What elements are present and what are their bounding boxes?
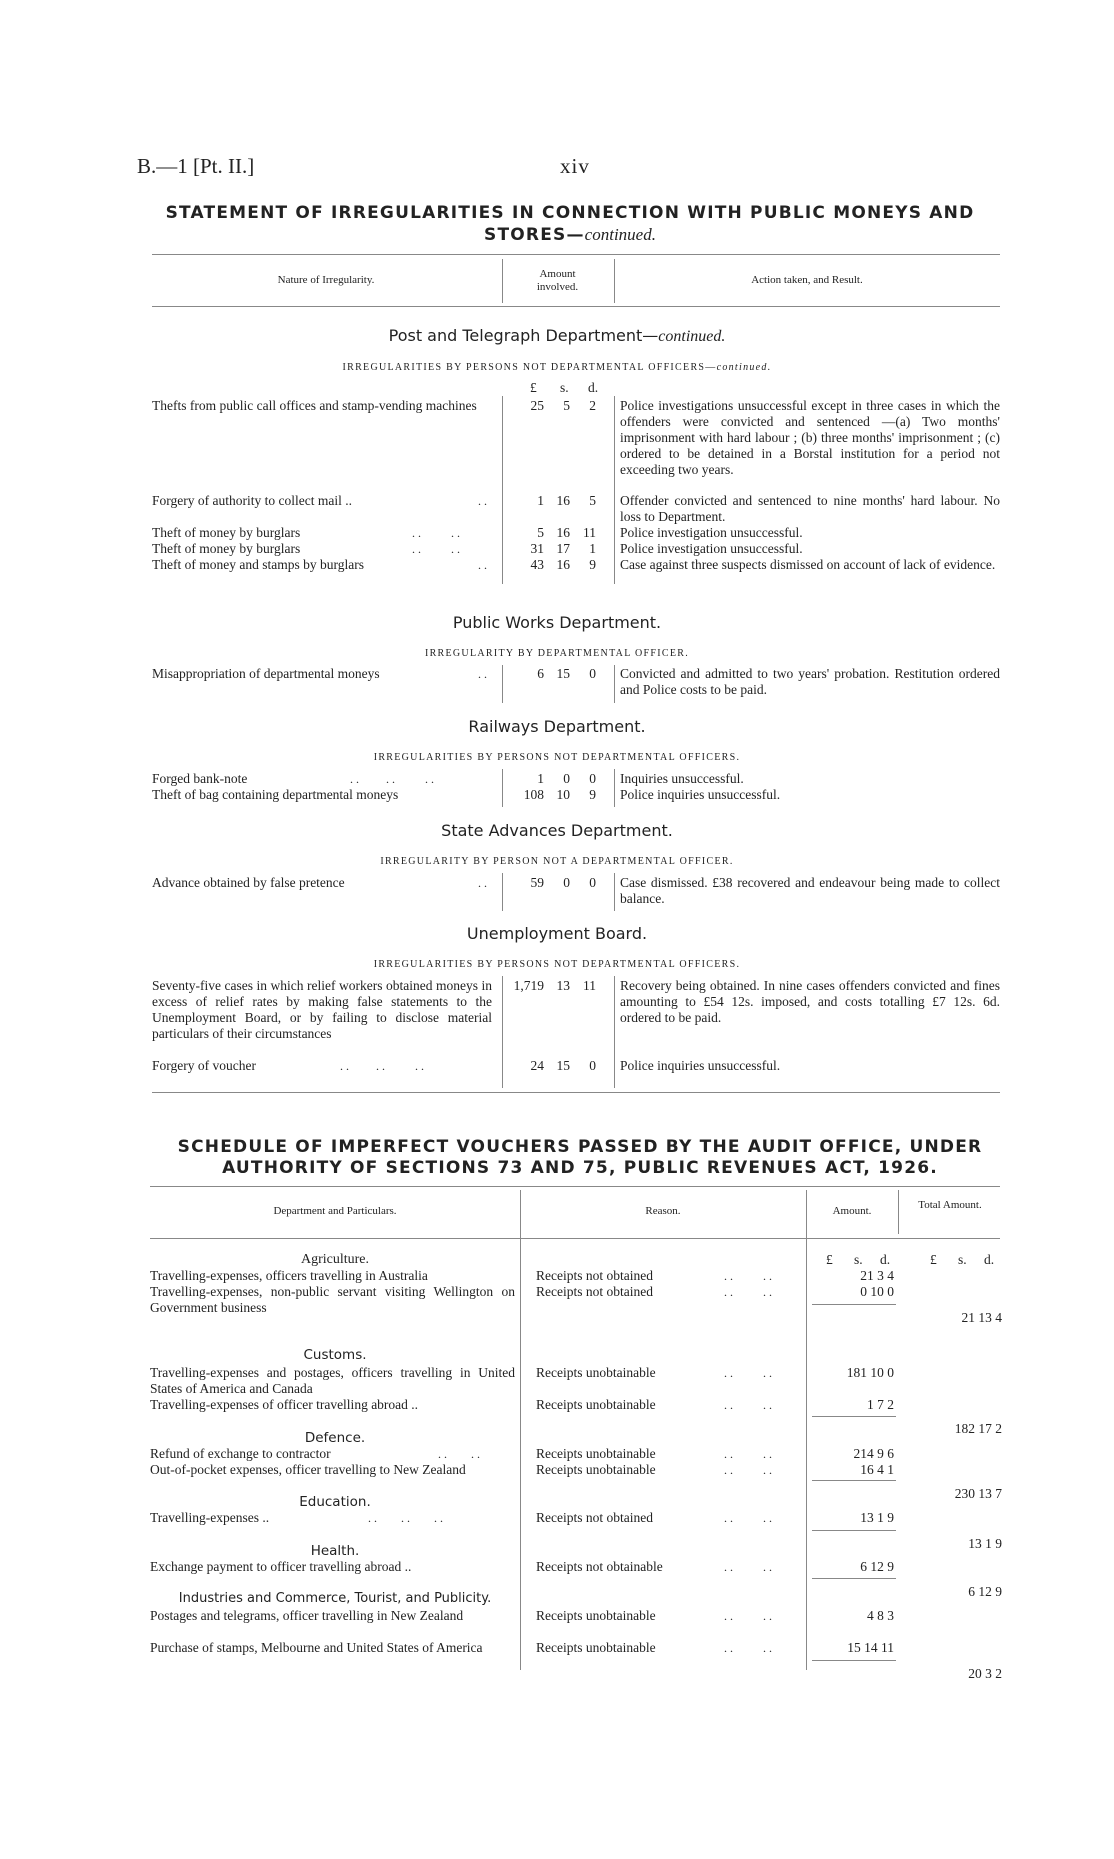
works-row-1-l: 6 — [537, 666, 544, 681]
section-railways: Railways Department. — [468, 717, 646, 736]
sched-total-currency-d: d. — [984, 1252, 995, 1267]
post-row-2-s: 16 — [556, 493, 570, 508]
post-sub-text: IRREGULARITIES BY PERSONS NOT DEPARTMENTAL OFFICERS— — [342, 362, 717, 373]
statement-end-rule — [152, 1092, 1000, 1093]
education-item-1-reason: Receipts not obtained — [536, 1510, 653, 1525]
header-bottom-rule — [152, 306, 1000, 307]
unemp-row-2-d: 0 — [589, 1058, 596, 1073]
sched-currency-d: d. — [880, 1252, 891, 1267]
post-row-1-l: 25 — [530, 398, 544, 413]
unemp-row-1-s: 13 — [556, 978, 570, 993]
col-action-header: Action taken, and Result. — [751, 274, 863, 286]
post-row-5-nature: Theft of money and stamps by burglars — [152, 557, 364, 572]
state-divider-2 — [614, 873, 615, 911]
page-reference: B.—1 [Pt. II.] — [137, 154, 255, 178]
section-state-advances: State Advances Department. — [441, 821, 673, 840]
rail-row-1-dots: . . . . . . — [350, 772, 434, 786]
post-row-1-d: 2 — [589, 398, 596, 413]
defence-item-2-reason: Receipts unobtainable — [536, 1462, 656, 1477]
customs-item-1-text: Travelling-expenses and postages, officers travelling in United States of America and Canada — [150, 1365, 515, 1396]
state-row-1-action: Case dismissed. £38 recovered and endeavour being made to collect balance. — [620, 875, 1000, 906]
post-name-suffix: continued. — [658, 328, 726, 345]
works-row-1-dots: . . — [478, 667, 487, 681]
customs-subtotal-rule — [812, 1416, 896, 1417]
defence-subtotal-rule — [812, 1480, 896, 1481]
industries-item-2-dots: . . . . — [724, 1641, 772, 1655]
post-sub-suffix: continued. — [716, 362, 772, 373]
section-post-telegraph — [0, 326, 1114, 346]
health-item-1-reason: Receipts not obtainable — [536, 1559, 663, 1574]
group-industries-name: Industries and Commerce, Tourist, and Publicity. — [178, 1591, 492, 1606]
rail-row-1-s: 0 — [563, 771, 570, 786]
post-row-5-dots: . . — [478, 558, 487, 572]
state-row-1-l: 59 — [530, 875, 544, 890]
education-subtotal-rule — [812, 1530, 896, 1531]
post-name: Post and Telegraph Department— — [388, 326, 659, 345]
unemp-subheading: IRREGULARITIES BY PERSONS NOT DEPARTMENTAL OFFICERS. — [373, 959, 741, 970]
rail-divider-2 — [614, 769, 615, 807]
unemp-row-1-action: Recovery being obtained. In nine cases offenders convicted and fines amounting to £54 12s. imposed, and costs totalling £7 12s. 6d. ordered to be paid. — [620, 978, 1000, 1025]
group-customs-name: Customs. — [303, 1347, 367, 1363]
post-row-5-l: 43 — [530, 557, 544, 572]
health-item-1-text: Exchange payment to officer travelling abroad .. — [150, 1559, 412, 1574]
post-row-5-d: 9 — [589, 557, 596, 572]
post-row-2-action: Offender convicted and sentenced to nine months' hard labour. No loss to Department. — [620, 493, 1000, 524]
post-row-3-dots: . . . . — [412, 526, 460, 540]
post-row-1-nature: Thefts from public call offices and stamp-vending machines — [152, 398, 477, 413]
schedule-header-top-rule — [150, 1186, 1000, 1187]
customs-item-2-dots: . . . . — [724, 1398, 772, 1412]
industries-item-2-reason: Receipts unobtainable — [536, 1640, 656, 1655]
unemp-divider-2 — [614, 976, 615, 1088]
currency-d: d. — [588, 380, 599, 395]
customs-item-2-text: Travelling-expenses of officer travelling abroad .. — [150, 1397, 419, 1412]
customs-item-1-dots: . . . . — [724, 1366, 772, 1380]
defence-total: 230 13 7 — [954, 1486, 1002, 1501]
education-item-1-amount: 13 1 9 — [860, 1510, 894, 1525]
col-dept-header: Department and Particulars. — [273, 1205, 397, 1217]
schedule-divider-1 — [520, 1190, 521, 1670]
customs-item-1-reason: Receipts unobtainable — [536, 1365, 656, 1380]
customs-item-2-reason: Receipts unobtainable — [536, 1397, 656, 1412]
defence-item-1-reason: Receipts unobtainable — [536, 1446, 656, 1461]
rail-row-2-nature: Theft of bag containing departmental moneys — [152, 787, 399, 802]
works-row-1-d: 0 — [589, 666, 596, 681]
post-row-1-action: Police investigations unsuccessful except in three cases in which the offenders were convicted and sentenced —(a) Two months' imprisonment with hard labour ; (b) three months' imprisonment ; (c) ordered to be detained in a Borstal institution for a period not exceeding two years. — [620, 398, 1000, 477]
health-total: 6 12 9 — [968, 1584, 1002, 1599]
works-row-1-action: Convicted and admitted to two years' probation. Restitution ordered and Police costs to be paid. — [620, 666, 1000, 697]
rail-divider-1 — [502, 769, 503, 807]
works-row-1-s: 15 — [556, 666, 570, 681]
schedule-title: SCHEDULE OF IMPERFECT VOUCHERS PASSED BY THE AUDIT OFFICE, UNDER AUTHORITY OF SECTIONS 73 AND 75, PUBLIC REVENUES ACT, 1926. — [177, 1137, 983, 1178]
state-row-1-nature: Advance obtained by false pretence — [152, 875, 345, 890]
state-row-1-s: 0 — [563, 875, 570, 890]
post-row-4-s: 17 — [556, 541, 570, 556]
section-public-works: Public Works Department. — [452, 613, 662, 632]
post-row-2-l: 1 — [537, 493, 544, 508]
rail-row-1-d: 0 — [589, 771, 596, 786]
works-divider-2 — [614, 665, 615, 703]
schedule-divider-2 — [806, 1190, 807, 1670]
post-row-4-l: 31 — [530, 541, 544, 556]
schedule-divider-3 — [898, 1190, 899, 1234]
group-defence-name: Defence. — [304, 1430, 366, 1446]
state-row-1-dots: . . — [478, 876, 487, 890]
defence-item-1-amount: 214 9 6 — [853, 1446, 894, 1461]
health-item-1-dots: . . . . — [724, 1560, 772, 1574]
rail-row-1-l: 1 — [537, 771, 544, 786]
unemp-row-2-nature: Forgery of voucher — [152, 1058, 256, 1073]
agri-item-1-text: Travelling-expenses, officers travelling in Australia — [150, 1268, 428, 1283]
rail-row-2-s: 10 — [556, 787, 570, 802]
unemp-row-1-d: 11 — [583, 978, 596, 993]
health-item-1-amount: 6 12 9 — [860, 1559, 894, 1574]
unemp-row-2-s: 15 — [556, 1058, 570, 1073]
defence-item-2-amount: 16 4 1 — [860, 1462, 894, 1477]
works-subheading: IRREGULARITY BY DEPARTMENTAL OFFICER. — [424, 648, 690, 659]
defence-item-1-dots-left: . . . . — [438, 1447, 480, 1461]
agri-item-2-reason: Receipts not obtained — [536, 1284, 653, 1299]
col-nature-header: Nature of Irregularity. — [277, 274, 375, 286]
currency-s: s. — [560, 380, 569, 395]
education-item-1-dots-left: . . . . . . — [368, 1511, 443, 1525]
post-divider-1 — [502, 396, 503, 584]
post-divider-2 — [614, 396, 615, 584]
state-row-1-d: 0 — [589, 875, 596, 890]
agri-subtotal-rule — [812, 1304, 896, 1305]
agri-item-2-amount: 0 10 0 — [860, 1284, 894, 1299]
industries-item-2-text: Purchase of stamps, Melbourne and United States of America — [150, 1640, 483, 1655]
agri-total: 21 13 4 — [961, 1310, 1002, 1325]
works-divider-1 — [502, 665, 503, 703]
state-divider-1 — [502, 873, 503, 911]
rail-row-2-l: 108 — [523, 787, 544, 802]
unemp-divider-1 — [502, 976, 503, 1088]
customs-total: 182 17 2 — [954, 1421, 1002, 1436]
works-row-1-nature: Misappropriation of departmental moneys — [152, 666, 380, 681]
industries-item-1-dots: . . . . — [724, 1609, 772, 1623]
defence-item-2-text: Out-of-pocket expenses, officer travelling to New Zealand — [150, 1462, 466, 1477]
unemp-row-2-action: Police inquiries unsuccessful. — [620, 1058, 781, 1073]
statement-title-suffix: continued. — [584, 225, 656, 244]
post-subheading — [0, 362, 1114, 373]
rail-row-1-nature: Forged bank-note — [152, 771, 248, 786]
statement-title-text: STATEMENT OF IRREGULARITIES IN CONNECTION WITH PUBLIC MONEYS AND STORES— — [165, 203, 975, 245]
group-education-name: Education. — [299, 1494, 371, 1510]
rail-row-2-action: Police inquiries unsuccessful. — [620, 787, 781, 802]
col-amount-header: Amount involved. — [536, 268, 579, 293]
industries-item-1-reason: Receipts unobtainable — [536, 1608, 656, 1623]
post-row-3-s: 16 — [556, 525, 570, 540]
post-row-2-dots: . . — [478, 494, 487, 508]
group-health-name: Health. — [310, 1543, 360, 1559]
post-row-1-s: 5 — [563, 398, 570, 413]
group-agriculture-name: Agriculture. — [300, 1252, 370, 1267]
agri-item-1-amount: 21 3 4 — [860, 1268, 894, 1283]
post-row-3-d: 11 — [583, 525, 596, 540]
page-number: xiv — [560, 154, 590, 178]
defence-item-2-dots: . . . . — [724, 1463, 772, 1477]
agri-item-1-dots: . . . . — [724, 1269, 772, 1283]
post-row-3-l: 5 — [537, 525, 544, 540]
statement-title — [150, 203, 990, 246]
unemp-row-1-l: 1,719 — [513, 978, 544, 993]
col-total-header: Total Amount. — [918, 1199, 982, 1211]
unemp-row-2-dots: . . . . . . — [340, 1059, 424, 1073]
education-item-1-text: Travelling-expenses .. — [150, 1510, 270, 1525]
agri-item-2-text: Travelling-expenses, non-public servant visiting Wellington on Government business — [150, 1284, 515, 1315]
unemp-row-1-nature: Seventy-five cases in which relief workers obtained moneys in excess of relief rates by making false statements to the Unemployment Board, or by failing to disclose material particulars of their circumstances — [152, 978, 492, 1041]
rail-subheading: IRREGULARITIES BY PERSONS NOT DEPARTMENTAL OFFICERS. — [373, 752, 741, 763]
education-item-1-dots: . . . . — [724, 1511, 772, 1525]
defence-item-1-text: Refund of exchange to contractor — [150, 1446, 331, 1461]
defence-item-1-dots: . . . . — [724, 1447, 772, 1461]
unemp-row-2-l: 24 — [530, 1058, 544, 1073]
rail-row-1-action: Inquiries unsuccessful. — [620, 771, 744, 786]
col-sched-amount-header: Amount. — [832, 1205, 872, 1217]
section-unemployment: Unemployment Board. — [466, 924, 648, 943]
post-row-2-nature: Forgery of authority to collect mail .. — [152, 493, 352, 508]
industries-subtotal-rule — [812, 1660, 896, 1661]
agri-item-1-reason: Receipts not obtained — [536, 1268, 653, 1283]
education-total: 13 1 9 — [968, 1536, 1002, 1551]
post-row-4-d: 1 — [589, 541, 596, 556]
post-row-4-dots: . . . . — [412, 542, 460, 556]
post-row-2-d: 5 — [589, 493, 596, 508]
schedule-header-bottom-rule — [150, 1238, 1000, 1239]
industries-item-1-amount: 4 8 3 — [867, 1608, 894, 1623]
customs-item-1-amount: 181 10 0 — [846, 1365, 894, 1380]
industries-item-1-text: Postages and telegrams, officer travelling in New Zealand — [150, 1608, 464, 1623]
post-row-3-action: Police investigation unsuccessful. — [620, 525, 803, 540]
post-row-3-nature: Theft of money by burglars — [152, 525, 301, 540]
header-divider-1 — [502, 259, 503, 303]
customs-item-2-amount: 1 7 2 — [867, 1397, 894, 1412]
post-row-4-action: Police investigation unsuccessful. — [620, 541, 803, 556]
rail-row-2-d: 9 — [589, 787, 596, 802]
health-subtotal-rule — [812, 1578, 896, 1579]
post-row-5-action: Case against three suspects dismissed on account of lack of evidence. — [620, 557, 996, 572]
sched-currency-l: £ — [826, 1252, 833, 1267]
col-reason-header: Reason. — [645, 1205, 681, 1217]
post-row-5-s: 16 — [556, 557, 570, 572]
sched-total-currency-s: s. — [958, 1252, 967, 1267]
sched-total-currency-l: £ — [930, 1252, 937, 1267]
sched-currency-s: s. — [854, 1252, 863, 1267]
agri-item-2-dots: . . . . — [724, 1285, 772, 1299]
industries-item-2-amount: 15 14 11 — [847, 1640, 894, 1655]
header-top-rule — [152, 254, 1000, 255]
post-row-4-nature: Theft of money by burglars — [152, 541, 301, 556]
currency-l: £ — [530, 380, 537, 395]
industries-total: 20 3 2 — [968, 1666, 1002, 1681]
state-subheading: IRREGULARITY BY PERSON NOT A DEPARTMENTAL OFFICER. — [380, 856, 734, 867]
